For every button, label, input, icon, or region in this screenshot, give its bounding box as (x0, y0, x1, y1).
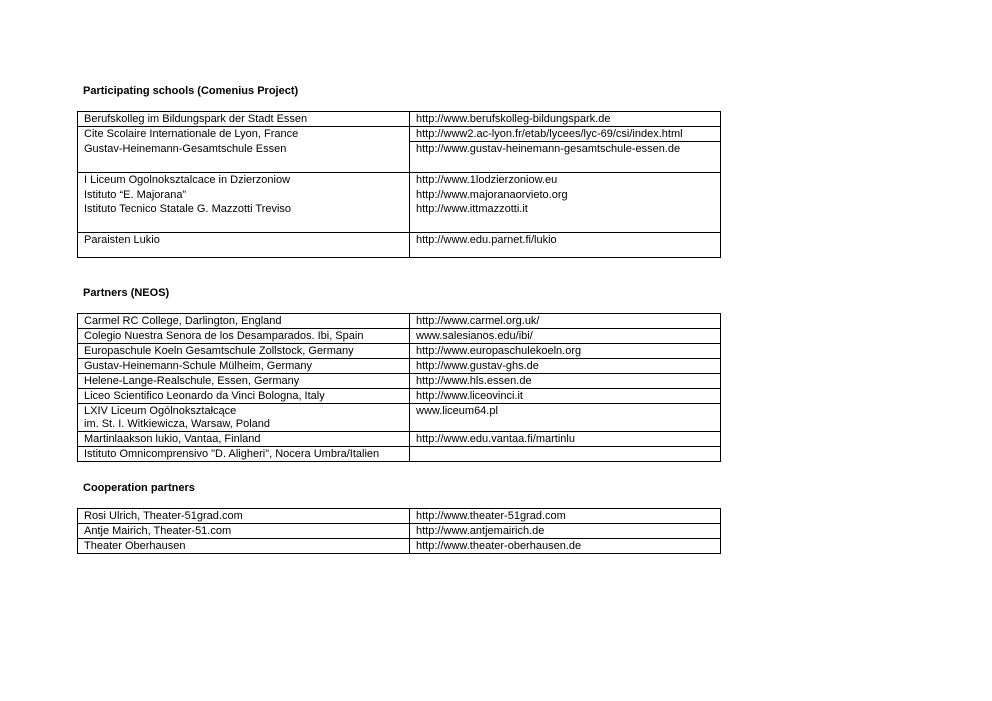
partner-url: www.salesianos.edu/ibi/ (410, 329, 721, 344)
partner-name: Colegio Nuestra Senora de los Desamparados. Ibi, Spain (78, 329, 410, 344)
table-row (78, 329, 721, 344)
partner-url: http://www.liceovinci.it (410, 389, 721, 404)
school-url: http://www.1lodzierzoniow.eu (410, 173, 721, 188)
partner-url: http://www.theater-oberhausen.de (410, 539, 721, 554)
section-title-participating: Participating schools (Comenius Project) (83, 85, 299, 97)
partner-name: Carmel RC College, Darlington, England (78, 314, 410, 329)
partner-name: Istituto Omnicomprensivo "D. Aligheri", Nocera Umbra/Italien (78, 447, 410, 462)
partner-name: Antje Mairich, Theater-51.com (78, 524, 410, 539)
table-row (78, 447, 721, 462)
school-name: I Liceum Ogolnoksztalcace in Dzierzoniow (78, 173, 410, 188)
school-url: http://www.majoranaorvieto.org (410, 188, 721, 202)
school-url: http://www.ittmazzotti.it (410, 202, 721, 233)
partner-name: Helene-Lange-Realschule, Essen, Germany (78, 374, 410, 389)
table-row (78, 509, 721, 524)
table-row (78, 374, 721, 389)
table-row (78, 188, 721, 202)
partner-url: http://www.antjemairich.de (410, 524, 721, 539)
school-url: http://www.berufskolleg-bildungspark.de (410, 112, 721, 127)
table-row (78, 202, 721, 233)
participating-schools-table (77, 111, 721, 258)
table-row (78, 127, 721, 142)
partner-name: Theater Oberhausen (78, 539, 410, 554)
partner-url (410, 447, 721, 462)
table-row (78, 524, 721, 539)
school-url: http://www.edu.parnet.fi/lukio (410, 233, 721, 258)
partner-url: www.liceum64.pl (410, 404, 721, 432)
partner-url: http://www.gustav-ghs.de (410, 359, 721, 374)
school-name: Istituto “E. Majorana” (78, 188, 410, 202)
table-row (78, 344, 721, 359)
partner-url: http://www.theater-51grad.com (410, 509, 721, 524)
table-row (78, 404, 721, 432)
table-row (78, 314, 721, 329)
partner-name-line: im. St. I. Witkiewicza, Warsaw, Poland (84, 418, 271, 430)
partner-url: http://www.carmel.org.uk/ (410, 314, 721, 329)
neos-partners-table (77, 313, 721, 462)
partner-name: Liceo Scientifico Leonardo da Vinci Bologna, Italy (78, 389, 410, 404)
partner-url: http://www.hls.essen.de (410, 374, 721, 389)
table-row (78, 359, 721, 374)
table-row (78, 173, 721, 188)
table-row (78, 432, 721, 447)
school-url: http://www.gustav-heinemann-gesamtschule-essen.de (410, 142, 721, 173)
partner-name: Martinlaakson lukio, Vantaa, Finland (78, 432, 410, 447)
table-row (78, 142, 721, 173)
cooperation-partners-table (77, 508, 721, 554)
partner-name: Gustav-Heinemann-Schule Mülheim, Germany (78, 359, 410, 374)
section-title-neos: Partners (NEOS) (83, 287, 170, 299)
section-title-cooperation: Cooperation partners (83, 482, 195, 494)
table-row (78, 233, 721, 258)
table-row (78, 389, 721, 404)
school-name: Berufskolleg im Bildungspark der Stadt Essen (78, 112, 410, 127)
partner-name (78, 404, 410, 432)
school-name: Paraisten Lukio (78, 233, 410, 258)
partner-name: Europaschule Koeln Gesamtschule Zollstock, Germany (78, 344, 410, 359)
table-row (78, 539, 721, 554)
table-row (78, 112, 721, 127)
school-name: Cite Scolaire Internationale de Lyon, France (78, 127, 410, 142)
school-name: Gustav-Heinemann-Gesamtschule Essen (78, 142, 410, 173)
partner-url: http://www.europaschulekoeln.org (410, 344, 721, 359)
partner-name-line: LXIV Liceum Ogólnokształcące (84, 405, 237, 417)
school-name: Istituto Tecnico Statale G. Mazzotti Treviso (78, 202, 410, 233)
partner-name: Rosi Ulrich, Theater-51grad.com (78, 509, 410, 524)
school-url: http://www2.ac-lyon.fr/etab/lycees/lyc-69/csi/index.html (410, 127, 721, 142)
partner-url: http://www.edu.vantaa.fi/martinlu (410, 432, 721, 447)
